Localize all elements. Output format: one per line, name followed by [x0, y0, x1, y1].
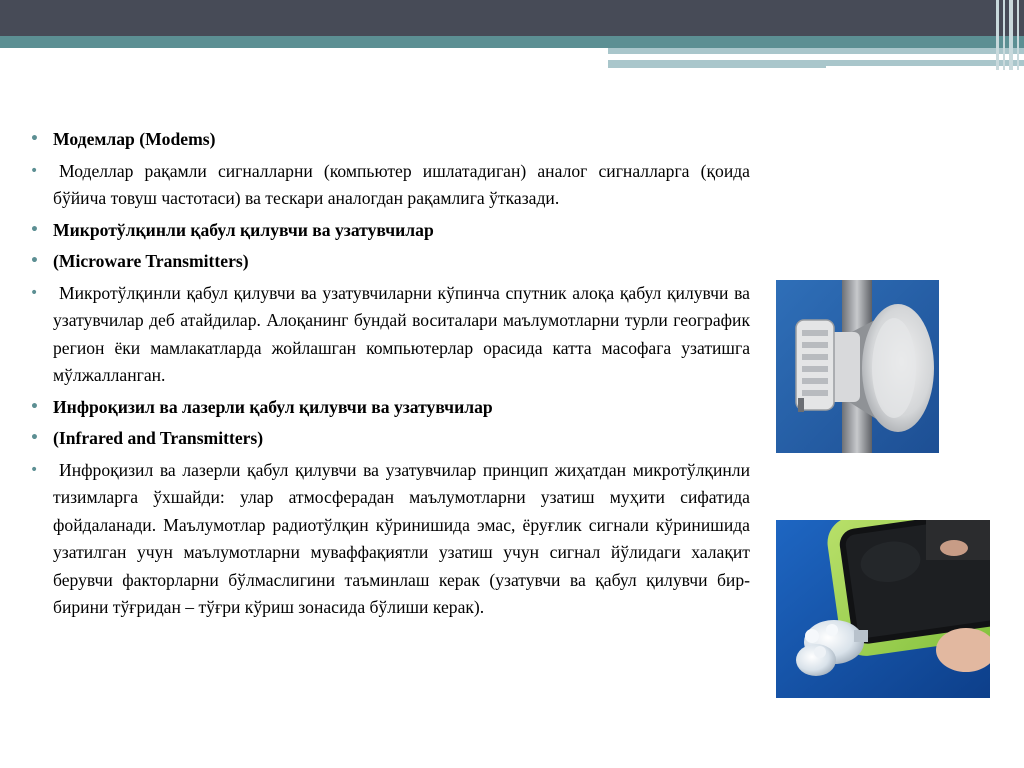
header-teal-band	[0, 36, 1024, 48]
microwave-antenna-image	[776, 280, 939, 453]
infrared-device-image	[776, 520, 990, 698]
bullet-microwave-description: • Микротўлқинли қабул қилувчи ва узатувчиларни кўпинча спутник алоқа қабул қилувчи ва узатувчилар деб атайдилар. Алоқанинг бундай воситалари маълумотларни турли географик регион ёки мамлакатларда жойлашган компьютерлар орасида катта масофага узатишга мўлжалланган.	[30, 280, 750, 390]
bullet-infrared-heading: • Инфроқизил ва лазерли қабул қилувчи ва узатувчилар	[30, 394, 750, 422]
bullet-infrared-description: • Инфроқизил ва лазерли қабул қилувчи ва узатувчилар принцип жиҳатдан микротўлқинли тизимларга ўхшайди: улар атмосферадан маълумотларни узатиш муҳити сифатида фойдаланади. Маълумотлар радиотўлқин кўринишида эмас, ёруғлик сигнали кўринишида узатилган учун маълумотларни муваффақиятли узатиш учун сигнал йўлидаги халақит берувчи факторларни бўлмаслигини таъминлаш керак (узатувчи ва қабул қилувчи бир-бирини тўғридан – тўғри кўриш зонасида бўлиши керак).	[30, 457, 750, 622]
bullet-infrared-subheading: • (Infrared and Transmitters)	[30, 425, 750, 453]
header-accent-line	[606, 56, 950, 59]
bullet-microwave-heading: • Микротўлқинли қабул қилувчи ва узатувчилар	[30, 217, 750, 245]
header-accent-bar	[608, 48, 1024, 54]
bullet-modems-heading: • Модемлар (Modems)	[30, 126, 750, 154]
slide-body	[30, 126, 750, 626]
header-dark-band	[0, 0, 1024, 36]
header-corner-stripes	[994, 0, 1024, 70]
bullet-list	[30, 126, 750, 622]
bullet-modems-description: • Моделлар рақамли сигналларни (компьютер ишлатадиган) аналог сигналларга (қоида бўйича товуш частотаси) ва тескари аналогдан рақамлига ўтказади.	[30, 158, 750, 213]
bullet-microwave-subheading: • (Microware Transmitters)	[30, 248, 750, 276]
